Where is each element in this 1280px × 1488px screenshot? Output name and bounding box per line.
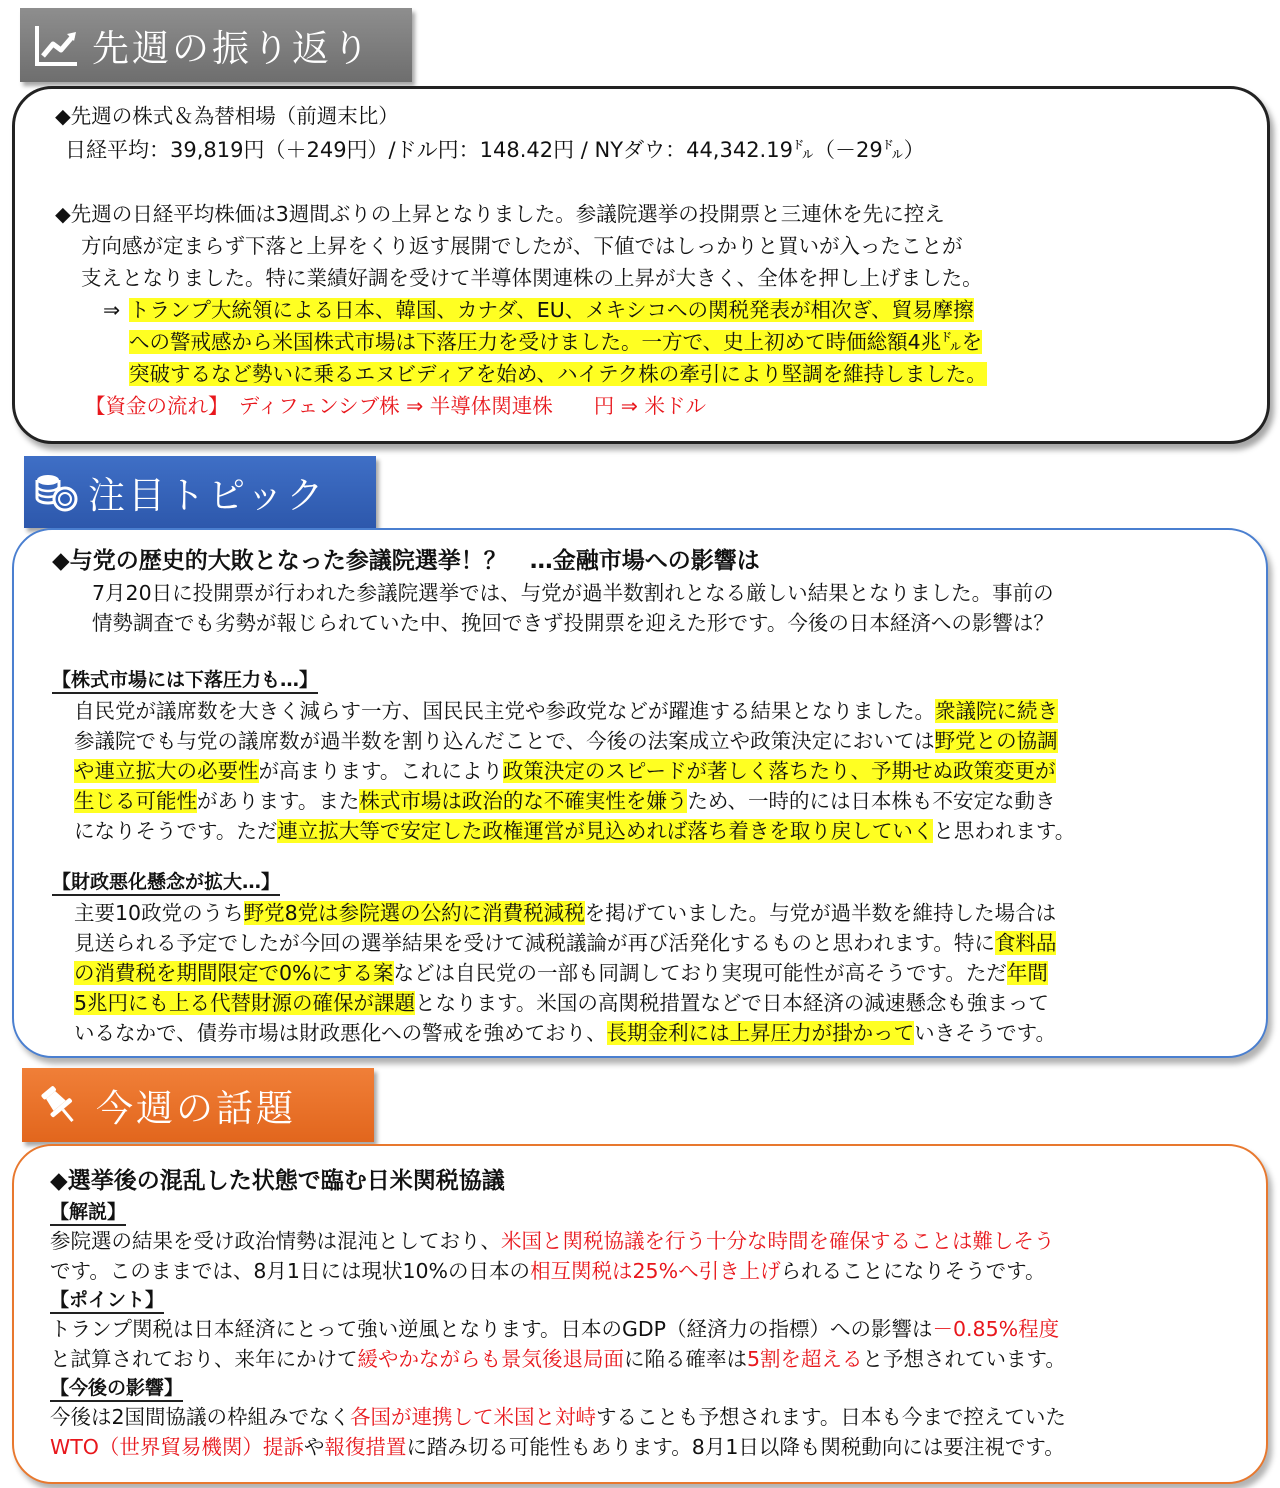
text-segment: になりそうです。ただ <box>74 819 278 843</box>
highlight-text: 5兆円にも上る代替財源の確保が課題 <box>74 991 416 1015</box>
text-segment: 参院選の結果を受け政治情勢は混沌としており、 <box>50 1229 501 1253</box>
topic-box <box>12 528 1268 1058</box>
fiscal-line <box>74 898 1056 928</box>
text-segment: があります。また <box>197 789 360 813</box>
us-market-line <box>129 295 974 325</box>
section-point-title: 【ポイント】 <box>50 1288 164 1314</box>
section-commentary-title: 【解説】 <box>50 1200 126 1226</box>
fiscal-line <box>74 928 1056 958</box>
text-segment: などは自民党の一部も同調しており実現可能性が高そうです。ただ <box>393 961 1007 985</box>
week-title: ◆選挙後の混乱した状態で臨む日米関税協議 <box>50 1168 505 1194</box>
red-text: －0.85%程度 <box>932 1317 1060 1341</box>
us-market-line <box>129 359 987 389</box>
commentary-line <box>50 1226 1055 1256</box>
fiscal-line <box>74 988 1049 1018</box>
text-segment: ため、一時的には日本株も不安定な動き <box>687 789 1056 813</box>
text-segment: と試算されており、来年にかけて <box>50 1347 358 1371</box>
text-segment: 自民党が議席数を大きく減らす一方、国民民主党や参政党などが躍進する結果となりました。 <box>74 699 935 723</box>
topic-intro-line: 7月20日に投開票が行われた参議院選挙では、与党が過半数割れとなる厳しい結果となりました。事前の <box>92 581 1054 605</box>
highlight-text: 株式市場は政治的な不確実性を嫌う <box>359 789 688 813</box>
highlight-text: 年間 <box>1006 961 1048 985</box>
red-text: WTO（世界貿易機関）提訴 <box>50 1435 304 1459</box>
coins-icon <box>24 456 88 528</box>
highlight-text: 衆議院に続き <box>935 699 1058 723</box>
text-segment: と思われます。 <box>933 819 1076 843</box>
red-text: 相互関税は25%へ引き上げ <box>530 1259 781 1283</box>
stock-line <box>74 696 1058 726</box>
text-segment: することも予想されます。日本も今まで控えていた <box>596 1405 1066 1429</box>
highlight-text: 野党との協調 <box>934 729 1058 753</box>
text-segment: と予想されています。 <box>862 1347 1066 1371</box>
point-line <box>50 1314 1059 1344</box>
week-header <box>22 1068 374 1142</box>
text-segment: 今後は2国間協議の枠組みでなく <box>50 1405 351 1429</box>
fiscal-line <box>74 1018 1056 1048</box>
red-text: 米国と関税協議を行う十分な時間を確保することは難しそう <box>501 1229 1055 1253</box>
review-header-title: 先週の振り返り <box>92 27 372 70</box>
text-segment: や <box>303 1435 325 1459</box>
highlight-text: への警戒感から米国株式市場は下落圧力を受けました。一方で、史上初めて時価総額4兆㌦を <box>129 330 983 354</box>
arrow-symbol: ⇒ <box>103 298 121 322</box>
week-header-title: 今週の話題 <box>96 1087 296 1130</box>
text-segment: いきそうです。 <box>914 1021 1056 1045</box>
text-segment: となります。米国の高関税措置などで日本経済の減速懸念も強まって <box>415 991 1049 1015</box>
pushpin-icon <box>22 1068 96 1142</box>
red-text: 緩やかながらも景気後退局面 <box>357 1347 624 1371</box>
review-header <box>20 8 412 82</box>
fund-flow: 【資金の流れ】 ディフェンシブ株 ⇒ 半導体関連株 円 ⇒ 米ドル <box>85 394 706 418</box>
review-text-line: 方向感が定まらず下落と上昇をくり返す展開でしたが、下値ではしっかりと買いが入ったことが <box>81 234 963 258</box>
section-stock-title: 【株式市場には下落圧力も…】 <box>52 668 318 694</box>
topic-header <box>24 456 376 528</box>
text-segment: 見送られる予定でしたが今回の選挙結果を受けて減税議論が再び活発化するものと思われます。特に <box>74 931 995 955</box>
impact-line <box>50 1432 1065 1462</box>
review-text-line: 支えとなりました。特に業績好調を受けて半導体関連株の上昇が大きく、全体を押し上げました。 <box>81 266 983 290</box>
text-segment: を掲げていました。与党が過半数を維持した場合は <box>584 901 1057 925</box>
text-segment: られることになりそうです。 <box>780 1259 1046 1283</box>
us-market-line <box>129 327 982 357</box>
topic-header-title: 注目トピック <box>88 474 327 517</box>
section-impact-title: 【今後の影響】 <box>50 1376 183 1402</box>
highlight-text: 突破するなど勢いに乗るエヌビディアを始め、ハイテク株の牽引により堅調を維持しました。 <box>129 362 987 386</box>
red-text: 5割を超える <box>747 1347 863 1371</box>
stock-line <box>74 786 1056 816</box>
highlight-text: 長期金利には上昇圧力が掛かって <box>606 1021 915 1045</box>
section-fiscal-title: 【財政悪化懸念が拡大…】 <box>52 870 280 896</box>
stock-line <box>74 816 1075 846</box>
highlight-text: 食料品 <box>994 931 1057 955</box>
highlight-text: の消費税を期間限定で0%にする案 <box>74 961 394 985</box>
market-subtitle: ◆先週の株式＆為替相場（前週末比） <box>55 104 399 128</box>
topic-intro-line: 情勢調査でも劣勢が報じられていた中、挽回できず投開票を迎えた形です。今後の日本経済への影響は？ <box>92 611 1054 635</box>
text-segment: です。このままでは、8月1日には現状10%の日本の <box>50 1259 531 1283</box>
topic-title: ◆与党の歴史的大敗となった参議院選挙！？ …金融市場への影響は <box>52 548 760 574</box>
red-text: 各国が連携して米国と対峙 <box>350 1405 597 1429</box>
highlight-text: 生じる可能性 <box>74 789 197 813</box>
point-line <box>50 1344 1066 1374</box>
fiscal-line <box>74 958 1048 988</box>
highlight-text: や連立拡大の必要性 <box>74 759 259 783</box>
trend-chart-icon <box>20 8 92 82</box>
text-segment: トランプ関税は日本経済にとって強い逆風となります。日本のGDP（経済力の指標）への影響は <box>50 1317 933 1341</box>
review-text-line: ◆先週の日経平均株価は3週間ぶりの上昇となりました。参議院選挙の投開票と三連休を先に控え <box>55 202 945 226</box>
stock-line <box>74 726 1058 756</box>
text-segment: に踏み切る可能性もあります。8月1日以降も関税動向には要注視です。 <box>406 1435 1065 1459</box>
review-box <box>12 86 1270 444</box>
market-figures: 日経平均：39,819円（＋249円）/ドル円：148.42円 / NYダウ：44,342.19㌦（－29㌦） <box>65 138 925 162</box>
text-segment: に陥る確率は <box>624 1347 747 1371</box>
commentary-line <box>50 1256 1045 1286</box>
text-segment: 参議院でも与党の議席数が過半数を割り込んだことで、今後の法案成立や政策決定においては <box>74 729 935 753</box>
highlight-text: 政策決定のスピードが著しく落ちたり、予期せぬ政策変更が <box>502 759 1056 783</box>
red-text: 報復措置 <box>324 1435 407 1459</box>
highlight-text: 野党8党は参院選の公約に消費税減税 <box>243 901 585 925</box>
week-box <box>12 1144 1268 1484</box>
highlight-text: 連立拡大等で安定した政権運営が見込めれば落ち着きを取り戻していく <box>277 819 934 843</box>
highlight-text: トランプ大統領による日本、韓国、カナダ、EU、メキシコへの関税発表が相次ぎ、貿易摩擦 <box>129 298 974 322</box>
text-segment: が高まります。これにより <box>258 759 503 783</box>
stock-line <box>74 756 1056 786</box>
text-segment: 主要10政党のうち <box>74 901 244 925</box>
impact-line <box>50 1402 1066 1432</box>
text-segment: いるなかで、債券市場は財政悪化への警戒を強めており、 <box>74 1021 607 1045</box>
